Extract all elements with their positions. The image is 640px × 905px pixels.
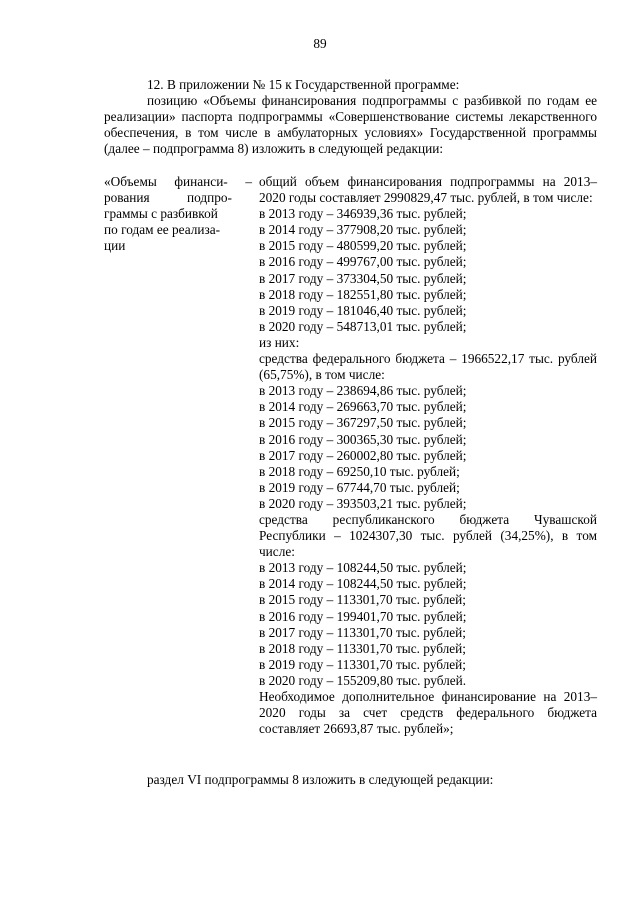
year-line: в 2020 году – 548713,01 тыс. рублей; <box>259 318 467 334</box>
funding-label-line: граммы с разбивкой <box>104 206 218 222</box>
of-them-label: из них: <box>259 334 300 350</box>
year-line: в 2018 году – 113301,70 тыс. рублей; <box>259 640 466 656</box>
label-word: финанси- <box>174 174 228 189</box>
republic-budget-text: средства республиканского бюджета Чувашской Республики – 1024307,30 тыс. рублей (34,25%), в том числе: <box>259 511 597 560</box>
year-line: в 2016 году – 199401,70 тыс. рублей; <box>259 608 467 624</box>
year-line: в 2013 году – 346939,36 тыс. рублей; <box>259 206 467 222</box>
year-line: в 2019 году – 181046,40 тыс. рублей; <box>259 302 467 318</box>
year-line: в 2013 году – 108244,50 тыс. рублей; <box>259 560 467 576</box>
year-line: в 2018 году – 182551,80 тыс. рублей; <box>259 286 467 302</box>
year-line: в 2019 году – 113301,70 тыс. рублей; <box>259 656 466 672</box>
year-line: в 2020 году – 393503,21 тыс. рублей; <box>259 495 467 511</box>
funding-label-line: ции <box>104 238 126 254</box>
year-line: в 2016 году – 499767,00 тыс. рублей; <box>259 254 467 270</box>
year-line: в 2017 году – 113301,70 тыс. рублей; <box>259 624 466 640</box>
additional-funding-text: Необходимое дополнительное финансирование на 2013–2020 годы за счет средств федерального бюджета составляет 26693,87 тыс. рублей»; <box>259 689 597 737</box>
intro-block <box>104 77 597 157</box>
outro-paragraph: раздел VI подпрограммы 8 изложить в следующей редакции: <box>147 772 494 787</box>
label-word: подпро- <box>187 190 232 206</box>
year-line: в 2013 году – 238694,86 тыс. рублей; <box>259 383 467 399</box>
intro-paragraph: позицию «Объемы финансирования подпрограммы с разбивкой по годам ее реализации» паспорта подпрограммы «Совершенствование системы лекарственного обеспечения, в том числе в амбулаторных условиях» Государственной программы (далее – подпрограмма 8) изложить в следующей редакции: <box>104 93 597 157</box>
label-word: «Объемы <box>104 174 157 189</box>
total-funding-text: общий объем финансирования подпрограммы на 2013–2020 годы составляет 2990829,47 тыс. рублей, в том числе: <box>259 174 597 206</box>
label-dash: – <box>245 174 252 189</box>
year-line: в 2014 году – 108244,50 тыс. рублей; <box>259 576 467 592</box>
label-word: рования <box>104 190 150 206</box>
year-line: в 2017 году – 260002,80 тыс. рублей; <box>259 447 467 463</box>
year-line: в 2014 году – 269663,70 тыс. рублей; <box>259 399 467 415</box>
funding-details <box>259 174 597 737</box>
year-line: в 2018 году – 69250,10 тыс. рублей; <box>259 463 460 479</box>
year-line: в 2017 году – 373304,50 тыс. рублей; <box>259 270 467 286</box>
year-line: в 2015 году – 113301,70 тыс. рублей; <box>259 592 466 608</box>
year-line: в 2020 году – 155209,80 тыс. рублей. <box>259 672 467 688</box>
year-line: в 2015 году – 480599,20 тыс. рублей; <box>259 238 467 254</box>
funding-label-line <box>104 174 252 190</box>
funding-label-line: по годам ее реализа- <box>104 222 221 238</box>
year-line: в 2014 году – 377908,20 тыс. рублей; <box>259 222 467 238</box>
funding-label <box>104 174 252 254</box>
item-heading: 12. В приложении № 15 к Государственной программе: <box>147 77 460 92</box>
funding-label-line <box>104 190 232 206</box>
year-line: в 2015 году – 367297,50 тыс. рублей; <box>259 415 467 431</box>
year-line: в 2016 году – 300365,30 тыс. рублей; <box>259 431 467 447</box>
page-number: 89 <box>313 36 327 51</box>
federal-budget-text: средства федерального бюджета – 1966522,17 тыс. рублей (65,75%), в том числе: <box>259 351 597 383</box>
year-line: в 2019 году – 67744,70 тыс. рублей; <box>259 479 460 495</box>
